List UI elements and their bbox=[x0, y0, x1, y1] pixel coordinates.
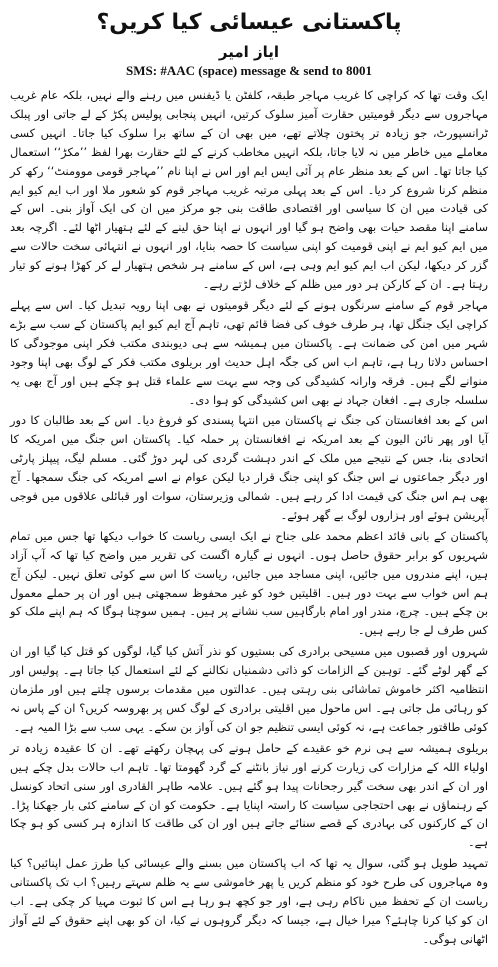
paragraph: بریلوی ہمیشہ سے ہی نرم خو عقیدے کے حامل ہونے کی پہچان رکھتے تھے۔ ان کا عقیدہ زیادہ تر اولیاء اللہ کے مزارات کی زیارت کرنے اور نیاز بانٹنے کے گرد گھومتا تھا۔ تاہم اب حالات بدل چکے ہیں اور ان کے اندر بھی سخت گیر رجحانات پیدا ہو گئے ہیں۔ علامہ طاہر القادری اور سنی اتحاد کونسل کے رہنماؤں نے بھی احتجاجی سیاست کا راستہ اپنایا ہے۔ حکومت کو ان کے سامنے کئی بار جھکنا پڑا۔ ان کے کارکنوں کی بہادری کے قصے سنائے جاتے ہیں اور ان کی طاقت کا اندازہ ہر کسی کو ہو چکا ہے۔ bbox=[10, 740, 488, 850]
paragraph: پاکستان کے بانی قائد اعظم محمد علی جناح نے ایک ایسی ریاست کا خواب دیکھا تھا جس میں تمام شہریوں کو برابر حقوق حاصل ہوں۔ انہوں نے گیارہ اگست کی تقریر میں واضح کیا تھا کہ آپ آزاد ہیں، اپنے مندروں میں جائیں، اپنی مساجد میں جائیں، ریاست کا اس سے کوئی تعلق نہیں۔ لیکن آج ہم اس خواب سے بہت دور ہیں۔ اقلیتیں خود کو غیر محفوظ سمجھتی ہیں اور ان پر حملے معمول بن چکے ہیں۔ چرچ، مندر اور امام بارگاہیں سب نشانے پر ہیں۔ ہمیں سوچنا ہوگا کہ ہم اپنے ملک کو کس طرف لے جا رہے ہیں۔ bbox=[10, 528, 488, 638]
author-name: ایاز امیر bbox=[218, 43, 280, 61]
paragraph: اس کے بعد افغانستان کی جنگ نے پاکستان میں انتہا پسندی کو فروغ دیا۔ اس کے بعد طالبان کا دور آیا اور پھر نائن الیون کے بعد امریکہ نے افغانستان پر حملہ کیا۔ پاکستان اس جنگ میں امریکہ کا اتحادی بنا، جس کے نتیجے میں ملک کے اندر دہشت گردی کی لہر دوڑ گئی۔ مسلم لیگ، پیپلز پارٹی اور دیگر جماعتوں نے اس جنگ کو اپنی جنگ قرار دیا لیکن عوام نے اسے امریکہ کی جنگ سمجھا۔ آج بھی ہم اس جنگ کی قیمت ادا کر رہے ہیں۔ شمالی وزیرستان، سوات اور قبائلی علاقوں میں فوجی آپریشن ہوئے اور ہزاروں لوگ بے گھر ہوئے۔ bbox=[10, 413, 488, 522]
article-body bbox=[10, 86, 488, 949]
paragraph: شہروں اور قصبوں میں مسیحی برادری کی بستیوں کو نذر آتش کیا گیا، لوگوں کو قتل کیا گیا اور ان کے گھر لوٹے گئے۔ توہین کے الزامات کو ذاتی دشمنیاں نکالنے کے لئے استعمال کیا جاتا ہے۔ پولیس اور انتظامیہ اکثر خاموش تماشائی بنی رہتی ہیں۔ عدالتوں میں مقدمات برسوں چلتے ہیں اور ملزمان کو رہائی مل جاتی ہے۔ اس ماحول میں اقلیتی برادری کے لوگ کس پر بھروسہ کریں؟ ان کے پاس نہ کوئی طاقتور جماعت ہے، نہ کوئی ایسی تنظیم جو ان کی آواز بن سکے۔ یہی سب سے بڑا المیہ ہے۔ bbox=[10, 644, 488, 734]
article-title: پاکستانی عیسائی کیا کریں؟ bbox=[96, 10, 402, 35]
paragraph: ایک وقت تھا کہ کراچی کا غریب مہاجر طبقہ، کلفٹن یا ڈیفنس میں رہنے والے نہیں، بلکہ عام غریب مہاجروں سے دیگر قومیتیں حقارت آمیز سلوک کرتیں، انہیں پنجابی پولیس پکڑ کے لے جاتی اور پبلک ٹرانسپورٹ، جو زیادہ تر پختون چلاتے تھے، میں بھی ان کے ساتھ برا سلوک کیا جاتا۔ انہیں کسی معاملے میں خاطر میں نہ لایا جاتا، بلکہ انہیں مخاطب کرنے کے لئے حقارت بھرا لفظ ’’مکڑ‘‘ استعمال کیا جاتا تھا۔ اس کے بعد منظر عام پر آئی ایس ایم اور اس نے اپنا نام ’’مہاجر قومی موومنٹ‘‘ رکھ کر منظم کرنا شروع کر دیا۔ اس کے بعد پہلی مرتبہ غریب مہاجر قوم کو شعور ملا اور اب ایم کیو ایم کی قیادت میں ان کا سیاسی اور اقتصادی طاقت بنی جو مرکز میں ان کی ایک آواز بنی۔ اس کے سامنے اپنا مقصد حیات بھی واضح ہو گیا اور انہوں نے اپنا حق لینے کے لئے ہتھیار اٹھا لئے۔ اگرچہ بعد میں ایم کیو ایم نے اپنی قومیت کو اپنی سیاست کا حصہ بنایا، اور انہوں نے انتہائی سخت حالات سے گزر کر دیکھا، لیکن اب ایم کیو ایم وہی ہے، اس کے سامنے ہر شخص ہتھیار لے کر کھڑا ہونے کو تیار رہتا ہے۔ ان کے کارکن ہر دور میں ظلم کے خلاف لڑتے رہے۔ bbox=[10, 88, 488, 292]
paragraph: مہاجر قوم کے سامنے سرنگوں ہونے کے لئے دیگر قومیتوں نے بھی اپنا رویہ تبدیل کیا۔ اس سے پہلے کراچی ایک جنگل تھا، ہر طرف خوف کی فضا قائم تھی، تاہم آج ایم کیو ایم پاکستان کے سب سے بڑے شہر میں امن کی ضمانت ہے۔ پاکستان میں ہمیشہ سے ہی دیوبندی مکتب فکر اپنی موجودگی کا احساس دلاتا رہا ہے، تاہم اب اس کی جگہ اہل حدیث اور بریلوی مکتب فکر کے لوگ بھی اپنا وجود منوانے لگے ہیں۔ فرقہ وارانہ کشیدگی کی وجہ سے بہت سے علماء قتل ہو چکے ہیں اور آج بھی یہ سلسلہ جاری ہے۔ افغان جہاد نے بھی اس کشیدگی کو ہوا دی۔ bbox=[10, 297, 488, 407]
paragraph: تمہید طویل ہو گئی، سوال یہ تھا کہ اب پاکستان میں بسنے والے عیسائی کیا طرز عمل اپنائیں؟ کیا وہ مہاجروں کی طرح خود کو منظم کریں یا پھر خاموشی سے یہ ظلم سہتے رہیں؟ اب تک پاکستانی ریاست ان کے تحفظ میں ناکام رہی ہے، اور جو کچھ ہو رہا ہے اس کا ثبوت مہیا کر چکی ہے۔ اب ان کو کیا کرنا چاہئے؟ میرا خیال ہے، جیسا کہ دیگر گروہوں نے کیا، ان کو بھی اپنے حقوق کے لئے آواز اٹھانی ہوگی۔ bbox=[10, 856, 488, 946]
sms-line: SMS: #AAC (space) message & send to 8001 bbox=[126, 63, 372, 78]
